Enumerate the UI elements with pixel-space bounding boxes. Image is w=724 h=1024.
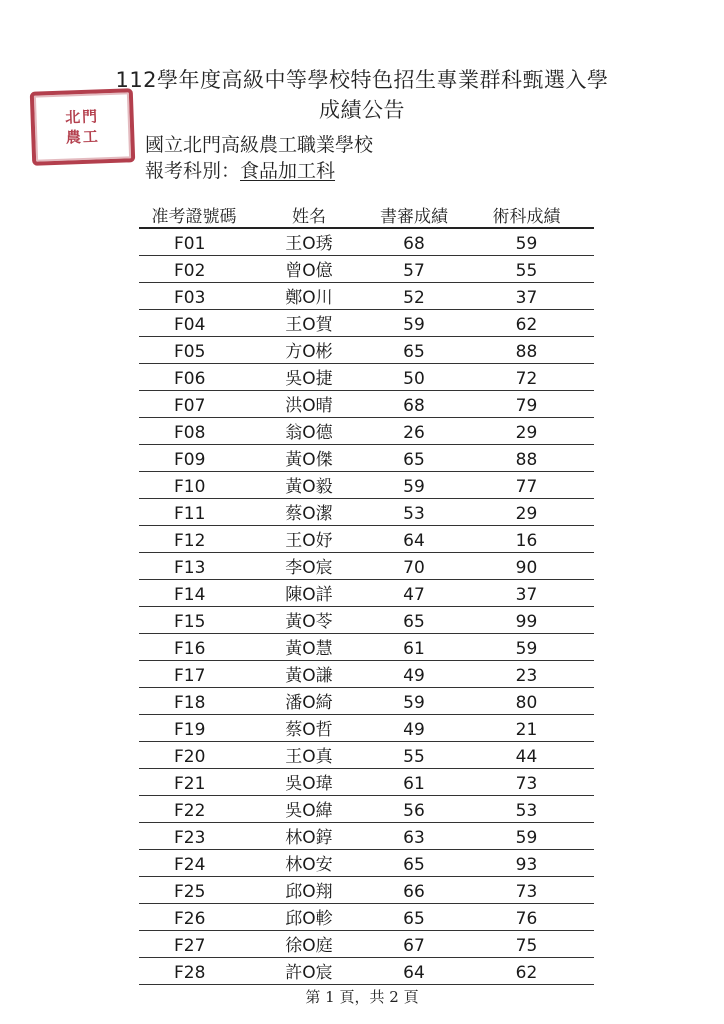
table-row [139, 256, 594, 283]
practical-score-cell: 29 [459, 499, 594, 526]
table-row [139, 607, 594, 634]
practical-score-cell: 16 [459, 526, 594, 553]
score-table [139, 202, 594, 985]
practical-score-cell: 62 [459, 310, 594, 337]
review-score-cell: 64 [369, 526, 459, 553]
stamp-line: 農工 [65, 127, 101, 147]
name-cell: 鄭O川 [249, 283, 369, 310]
name-cell: 吳O捷 [249, 364, 369, 391]
name-cell: 林O錞 [249, 823, 369, 850]
name-cell: 黃O毅 [249, 472, 369, 499]
review-score-cell: 61 [369, 769, 459, 796]
review-score-cell: 49 [369, 661, 459, 688]
review-score-cell: 68 [369, 391, 459, 418]
table-row [139, 553, 594, 580]
name-cell: 王O真 [249, 742, 369, 769]
name-cell: 王O琇 [249, 228, 369, 256]
column-header-practical-score: 術科成績 [459, 202, 594, 228]
table-row [139, 796, 594, 823]
exam-id-cell: F02 [139, 256, 249, 283]
table-row [139, 769, 594, 796]
exam-id-cell: F05 [139, 337, 249, 364]
table-row [139, 499, 594, 526]
review-score-cell: 61 [369, 634, 459, 661]
name-cell: 黃O傑 [249, 445, 369, 472]
practical-score-cell: 75 [459, 931, 594, 958]
exam-id-cell: F28 [139, 958, 249, 985]
name-cell: 潘O綺 [249, 688, 369, 715]
review-score-cell: 65 [369, 850, 459, 877]
exam-id-cell: F23 [139, 823, 249, 850]
department-value: 食品加工科 [240, 160, 336, 182]
practical-score-cell: 77 [459, 472, 594, 499]
exam-id-cell: F16 [139, 634, 249, 661]
exam-id-cell: F08 [139, 418, 249, 445]
name-cell: 徐O庭 [249, 931, 369, 958]
practical-score-cell: 55 [459, 256, 594, 283]
exam-id-cell: F25 [139, 877, 249, 904]
review-score-cell: 65 [369, 607, 459, 634]
name-cell: 翁O德 [249, 418, 369, 445]
table-row [139, 526, 594, 553]
practical-score-cell: 37 [459, 283, 594, 310]
table-row [139, 661, 594, 688]
review-score-cell: 68 [369, 228, 459, 256]
practical-score-cell: 29 [459, 418, 594, 445]
review-score-cell: 56 [369, 796, 459, 823]
name-cell: 邱O翔 [249, 877, 369, 904]
exam-id-cell: F01 [139, 228, 249, 256]
page-number: 第 1 頁，共 2 頁 [305, 988, 419, 1006]
name-cell: 洪O晴 [249, 391, 369, 418]
review-score-cell: 57 [369, 256, 459, 283]
review-score-cell: 49 [369, 715, 459, 742]
practical-score-cell: 59 [459, 634, 594, 661]
exam-id-cell: F19 [139, 715, 249, 742]
review-score-cell: 64 [369, 958, 459, 985]
school-name: 國立北門高級農工職業學校 [145, 134, 374, 156]
review-score-cell: 65 [369, 904, 459, 931]
exam-id-cell: F03 [139, 283, 249, 310]
exam-id-cell: F09 [139, 445, 249, 472]
exam-id-cell: F27 [139, 931, 249, 958]
table-row [139, 850, 594, 877]
name-cell: 方O彬 [249, 337, 369, 364]
name-cell: 王O妤 [249, 526, 369, 553]
exam-id-cell: F24 [139, 850, 249, 877]
name-cell: 許O宸 [249, 958, 369, 985]
document-title: 112學年度高級中等學校特色招生專業群科甄選入學 [115, 68, 609, 92]
document-subtitle: 成績公告 [319, 98, 405, 122]
review-score-cell: 65 [369, 337, 459, 364]
practical-score-cell: 76 [459, 904, 594, 931]
practical-score-cell: 59 [459, 823, 594, 850]
column-header-exam-id: 准考證號碼 [139, 202, 249, 228]
name-cell: 邱O軫 [249, 904, 369, 931]
table-row [139, 580, 594, 607]
practical-score-cell: 72 [459, 364, 594, 391]
name-cell: 曾O億 [249, 256, 369, 283]
review-score-cell: 59 [369, 310, 459, 337]
department-label: 報考科別： [145, 160, 241, 182]
exam-id-cell: F13 [139, 553, 249, 580]
table-row [139, 958, 594, 985]
exam-id-cell: F07 [139, 391, 249, 418]
practical-score-cell: 80 [459, 688, 594, 715]
department-line [145, 156, 335, 183]
practical-score-cell: 21 [459, 715, 594, 742]
practical-score-cell: 53 [459, 796, 594, 823]
practical-score-cell: 44 [459, 742, 594, 769]
review-score-cell: 66 [369, 877, 459, 904]
practical-score-cell: 23 [459, 661, 594, 688]
review-score-cell: 47 [369, 580, 459, 607]
review-score-cell: 59 [369, 688, 459, 715]
table-row [139, 688, 594, 715]
exam-id-cell: F12 [139, 526, 249, 553]
practical-score-cell: 93 [459, 850, 594, 877]
practical-score-cell: 62 [459, 958, 594, 985]
table-row [139, 364, 594, 391]
exam-id-cell: F04 [139, 310, 249, 337]
name-cell: 黃O苓 [249, 607, 369, 634]
table-header-row [139, 202, 594, 228]
table-row [139, 418, 594, 445]
review-score-cell: 55 [369, 742, 459, 769]
column-header-review-score: 書審成績 [369, 202, 459, 228]
exam-id-cell: F06 [139, 364, 249, 391]
practical-score-cell: 99 [459, 607, 594, 634]
table-row [139, 877, 594, 904]
practical-score-cell: 73 [459, 877, 594, 904]
practical-score-cell: 88 [459, 445, 594, 472]
exam-id-cell: F17 [139, 661, 249, 688]
name-cell: 黃O慧 [249, 634, 369, 661]
review-score-cell: 50 [369, 364, 459, 391]
practical-score-cell: 88 [459, 337, 594, 364]
practical-score-cell: 90 [459, 553, 594, 580]
name-cell: 蔡O哲 [249, 715, 369, 742]
review-score-cell: 52 [369, 283, 459, 310]
review-score-cell: 67 [369, 931, 459, 958]
exam-id-cell: F10 [139, 472, 249, 499]
name-cell: 李O宸 [249, 553, 369, 580]
exam-id-cell: F26 [139, 904, 249, 931]
table-row [139, 931, 594, 958]
name-cell: 王O賀 [249, 310, 369, 337]
exam-id-cell: F18 [139, 688, 249, 715]
table-row [139, 310, 594, 337]
name-cell: 陳O詳 [249, 580, 369, 607]
stamp-line: 北門 [64, 107, 100, 127]
practical-score-cell: 37 [459, 580, 594, 607]
review-score-cell: 53 [369, 499, 459, 526]
table-row [139, 391, 594, 418]
name-cell: 吳O瑋 [249, 769, 369, 796]
exam-id-cell: F21 [139, 769, 249, 796]
review-score-cell: 70 [369, 553, 459, 580]
table-row [139, 904, 594, 931]
table-row [139, 283, 594, 310]
table-row [139, 337, 594, 364]
practical-score-cell: 59 [459, 228, 594, 256]
table-row [139, 445, 594, 472]
name-cell: 林O安 [249, 850, 369, 877]
practical-score-cell: 79 [459, 391, 594, 418]
review-score-cell: 26 [369, 418, 459, 445]
review-score-cell: 59 [369, 472, 459, 499]
name-cell: 吳O緯 [249, 796, 369, 823]
name-cell: 蔡O潔 [249, 499, 369, 526]
exam-id-cell: F20 [139, 742, 249, 769]
practical-score-cell: 73 [459, 769, 594, 796]
table-row [139, 742, 594, 769]
name-cell: 黃O謙 [249, 661, 369, 688]
table-row [139, 228, 594, 256]
exam-id-cell: F14 [139, 580, 249, 607]
column-header-name: 姓名 [249, 202, 369, 228]
table-row [139, 823, 594, 850]
review-score-cell: 65 [369, 445, 459, 472]
table-row [139, 472, 594, 499]
exam-id-cell: F11 [139, 499, 249, 526]
exam-id-cell: F15 [139, 607, 249, 634]
table-row [139, 634, 594, 661]
exam-id-cell: F22 [139, 796, 249, 823]
review-score-cell: 63 [369, 823, 459, 850]
table-row [139, 715, 594, 742]
